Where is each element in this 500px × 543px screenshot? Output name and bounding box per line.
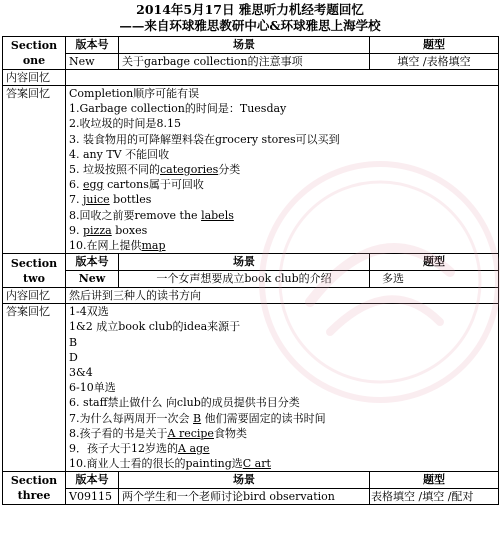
section3-version-header: 版本号 [66, 472, 119, 489]
answer-line [69, 441, 495, 456]
answer-line [69, 132, 495, 147]
section1-version: New [66, 54, 119, 70]
answer-text: 7. [69, 193, 83, 207]
section1-content-label: 内容回忆 [3, 70, 66, 86]
answer-text: 1-4双选 [69, 305, 109, 319]
answer-text: 4. any TV 不能回收 [69, 147, 170, 161]
section3-scene-header: 场景 [119, 472, 370, 489]
answer-text: 8.孩子看的书是关于 [69, 426, 168, 440]
underlined-answer: egg [83, 178, 104, 192]
doc-title-line1: 2014年5月17日 雅思听力机经考题回忆 [136, 2, 364, 17]
section2-type-header: 题型 [370, 254, 499, 271]
answer-line [69, 86, 495, 101]
section3-header-row [3, 472, 499, 489]
answer-text: 2.收垃圾的时间是8.15 [69, 117, 181, 131]
section3-label: Section three [3, 472, 66, 505]
section1-answers [66, 86, 499, 254]
answer-text: 食物类 [213, 426, 247, 440]
section2-version-header: 版本号 [66, 254, 119, 271]
section3-type-header: 题型 [370, 472, 499, 489]
underlined-answer: A recipe [167, 426, 214, 440]
section2-answers [66, 304, 499, 472]
section1-answer-row [3, 86, 499, 254]
answer-line [69, 319, 495, 334]
answer-text: 分类 [218, 163, 241, 177]
doc-title-line2: ——来自环球雅思教研中心&环球雅思上海学校 [119, 18, 381, 33]
answer-text: 9．孩子大于12岁选的 [69, 442, 178, 456]
answer-line [69, 208, 495, 223]
section1-type: 填空 /表格填空 [370, 54, 499, 70]
answer-line [69, 426, 495, 441]
answer-text: 9. [69, 223, 83, 237]
answer-line [69, 101, 495, 116]
underlined-answer: C art [242, 457, 271, 471]
answer-line [69, 116, 495, 131]
section1-content [66, 70, 499, 86]
section2-header-row [3, 254, 499, 271]
section1-type-header: 题型 [370, 37, 499, 54]
answer-line [69, 380, 495, 395]
section2-content-label: 内容回忆 [3, 288, 66, 304]
section2-scene-header: 场景 [119, 254, 370, 271]
answer-text: 5. 垃圾按照不同的 [69, 163, 160, 177]
answer-line [69, 395, 495, 410]
answer-text: bottles [109, 193, 152, 207]
answer-text: 10.商业人士看的很长的painting选 [69, 457, 243, 471]
answer-line [69, 335, 495, 350]
answer-text: 1.Garbage collection的时间是：Tuesday [69, 102, 287, 116]
section3-scene: 两个学生和一个老师讨论bird observation [119, 489, 370, 505]
answer-text: 他们需要固定的读书时间 [201, 411, 326, 425]
section2-scene: 一个女声想要成立book club的介绍 [119, 271, 370, 288]
answer-line [69, 456, 495, 471]
section2-content: 然后讲到三种人的读书方向 [66, 288, 499, 304]
section1-scene-header: 场景 [119, 37, 370, 54]
section3-values-row [3, 489, 499, 505]
section1-values-row [3, 54, 499, 70]
answer-text: 6. staff禁止做什么 向club的成员提供书目分类 [69, 396, 300, 410]
answer-text: 8.回收之前要remove the [69, 208, 202, 222]
answer-line [69, 304, 495, 319]
answer-text: 3&4 [69, 366, 93, 380]
answer-text: boxes [111, 223, 148, 237]
section2-answer-label: 答案回忆 [3, 304, 66, 472]
answer-line [69, 147, 495, 162]
answer-text: B [69, 335, 78, 349]
section2-values-row [3, 271, 499, 288]
section1-header-row [3, 37, 499, 54]
section3-version: V09115 [66, 489, 119, 505]
answer-line [69, 350, 495, 365]
underlined-answer: map [141, 239, 166, 253]
section2-answer-row [3, 304, 499, 472]
underlined-answer: A age [178, 442, 210, 456]
section1-answer-label: 答案回忆 [3, 86, 66, 254]
answer-text: 1&2 成立book club的idea来源于 [69, 320, 241, 334]
answer-line [69, 192, 495, 207]
section3-type: 表格填空 /填空 /配对 [370, 489, 499, 505]
answer-text: D [69, 350, 78, 364]
section2-version: New [66, 271, 119, 288]
answer-text: Completion顺序可能有误 [69, 87, 200, 100]
exam-recall-table [2, 36, 499, 505]
underlined-answer: pizza [83, 223, 112, 237]
answer-text: 10.在网上提供 [69, 239, 142, 253]
section1-content-row [3, 70, 499, 86]
answer-text: cartons属于可回收 [103, 178, 204, 192]
underlined-answer: B [193, 411, 202, 425]
answer-line [69, 411, 495, 426]
section2-label: Section two [3, 254, 66, 288]
answer-text: 3. 装食物用的可降解塑料袋在grocery stores可以买到 [69, 132, 340, 146]
underlined-answer: labels [201, 208, 234, 222]
underlined-answer: juice [83, 193, 110, 207]
section1-label: Section one [3, 37, 66, 70]
answer-line [69, 238, 495, 253]
answer-line [69, 177, 495, 192]
answer-text: 6. [69, 178, 83, 192]
underlined-answer: categories [160, 163, 219, 177]
answer-line [69, 223, 495, 238]
section2-type: 多选 [370, 271, 499, 288]
section1-version-header: 版本号 [66, 37, 119, 54]
section2-content-row [3, 288, 499, 304]
answer-text: 7.为什么每两周开一次会 [69, 411, 193, 425]
document-page [2, 2, 498, 505]
section1-scene: 关于garbage collection的注意事项 [119, 54, 370, 70]
answer-line [69, 162, 495, 177]
answer-line [69, 365, 495, 380]
answer-text: 6-10单选 [69, 381, 116, 395]
